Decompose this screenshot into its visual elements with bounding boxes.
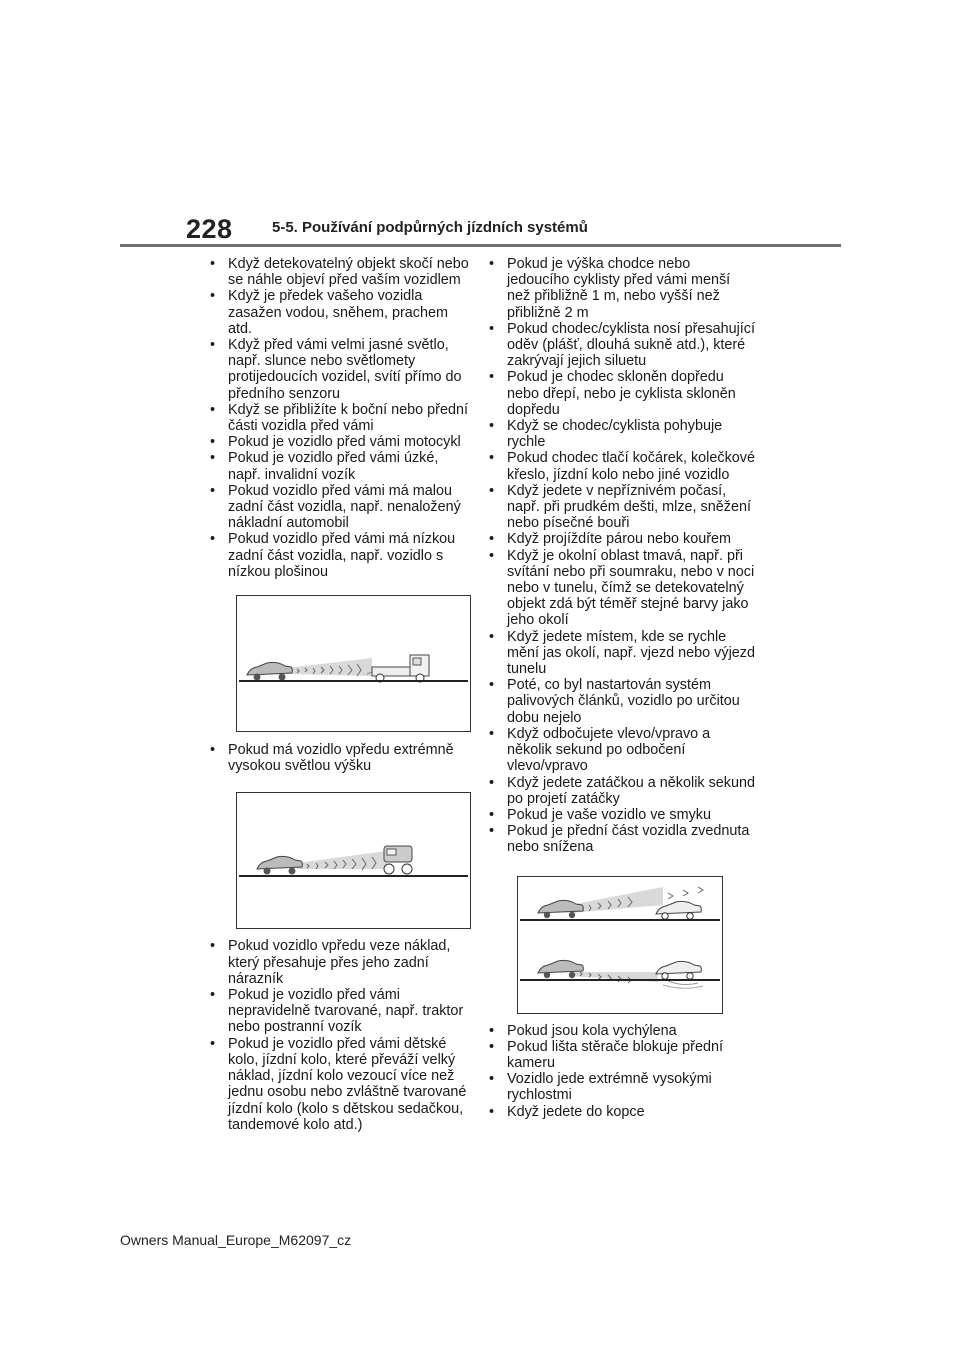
list-item: • Pokud je přední část vozidla zvednuta nebo snížena bbox=[488, 823, 755, 855]
list-item: • Vozidlo jede extrémně vysokými rychlostmi bbox=[488, 1071, 755, 1103]
list-item: • Pokud chodec/cyklista nosí přesahující oděv (plášť, dlouhá sukně atd.), které zakrývají jejich siluetu bbox=[488, 321, 755, 370]
list-item: • Pokud je vozidlo před vámi úzké, např. invalidní vozík bbox=[209, 450, 471, 482]
list-item: • Pokud má vozidlo vpředu extrémně vysokou světlou výšku bbox=[209, 742, 471, 774]
right-list-1 bbox=[488, 256, 755, 856]
list-item: • Když projíždíte párou nebo kouřem bbox=[488, 531, 755, 547]
right-column bbox=[488, 256, 755, 1120]
list-item: • Pokud je vozidlo před vámi nepravidelně tvarované, např. traktor nebo postranní vozík bbox=[209, 987, 471, 1036]
list-item: • Pokud je chodec skloněn dopředu nebo dřepí, nebo je cyklista skloněn dopředu bbox=[488, 369, 755, 418]
list-item: • Pokud vozidlo před vámi má malou zadní část vozidla, např. nenaložený nákladní automobil bbox=[209, 483, 471, 532]
list-item: • Pokud lišta stěrače blokuje přední kameru bbox=[488, 1039, 755, 1071]
list-item: • Když je okolní oblast tmavá, např. při svítání nebo při soumraku, nebo v noci nebo v tunelu, čímž se detekovatelný objekt zdá být téměř stejné barvy jako jeho okolí bbox=[488, 548, 755, 629]
left-list-3 bbox=[209, 938, 471, 1132]
list-item: • Pokud je vaše vozidlo ve smyku bbox=[488, 807, 755, 823]
list-item: • Když detekovatelný objekt skočí nebo se náhle objeví před vaším vozidlem bbox=[209, 256, 471, 288]
list-item: • Když před vámi velmi jasné světlo, např. slunce nebo světlomety protijedoucích vozidel, svítí přímo do předního senzoru bbox=[209, 337, 471, 402]
list-item: • Když se chodec/cyklista pohybuje rychle bbox=[488, 418, 755, 450]
list-item: • Když jedete zatáčkou a několik sekund po projetí zatáčky bbox=[488, 775, 755, 807]
left-list-2 bbox=[209, 742, 471, 774]
list-item: • Když odbočujete vlevo/vpravo a několik sekund po odbočení vlevo/vpravo bbox=[488, 726, 755, 775]
list-item: • Když jedete v nepříznivém počasí, např. při prudkém dešti, mlze, sněžení nebo písečné bouři bbox=[488, 483, 755, 532]
list-item: • Když jedete místem, kde se rychle mění jas okolí, např. vjezd nebo výjezd tunelu bbox=[488, 629, 755, 678]
list-item: • Pokud je vozidlo před vámi motocykl bbox=[209, 434, 471, 450]
illustration-low-platform-truck bbox=[236, 595, 471, 732]
left-column bbox=[209, 256, 471, 1133]
right-list-2 bbox=[488, 1023, 755, 1120]
list-item: • Pokud jsou kola vychýlena bbox=[488, 1023, 755, 1039]
list-item: • Když se přibližíte k boční nebo přední části vozidla před vámi bbox=[209, 402, 471, 434]
header-rule bbox=[120, 244, 841, 247]
high-clearance-vehicle-drawing bbox=[237, 793, 470, 928]
left-list-1 bbox=[209, 256, 471, 580]
illustration-vehicle-pitch bbox=[517, 876, 723, 1014]
page-number: 228 bbox=[186, 214, 233, 244]
page-header bbox=[0, 0, 960, 250]
list-item: • Pokud vozidlo před vámi má nízkou zadní část vozidla, např. vozidlo s nízkou plošinou bbox=[209, 531, 471, 580]
footer-document-id: Owners Manual_Europe_M62097_cz bbox=[120, 1232, 352, 1248]
section-title: 5-5. Používání podpůrných jízdních systémů bbox=[272, 219, 588, 236]
list-item: • Pokud chodec tlačí kočárek, kolečkové křeslo, jízdní kolo nebo jiné vozidlo bbox=[488, 450, 755, 482]
list-item: • Když jedete do kopce bbox=[488, 1104, 755, 1120]
list-item: • Poté, co byl nastartován systém palivových článků, vozidlo po určitou dobu nejelo bbox=[488, 677, 755, 726]
list-item: • Když je předek vašeho vozidla zasažen vodou, sněhem, prachem atd. bbox=[209, 288, 471, 337]
list-item: • Pokud je vozidlo před vámi dětské kolo, jízdní kolo, které převáží velký náklad, jízdní kolo vezoucí více než jednu osobu nebo zvláštně tvarované jízdní kolo (kolo s dětskou sedačkou, tandemové kolo atd.) bbox=[209, 1036, 471, 1133]
vehicle-pitch-drawing bbox=[518, 877, 722, 1013]
low-platform-truck-drawing bbox=[237, 596, 470, 731]
illustration-high-clearance-vehicle bbox=[236, 792, 471, 929]
list-item: • Pokud je výška chodce nebo jedoucího cyklisty před vámi menší než přibližně 1 m, nebo vyšší než přibližně 2 m bbox=[488, 256, 755, 321]
list-item: • Pokud vozidlo vpředu veze náklad, který přesahuje přes jeho zadní nárazník bbox=[209, 938, 471, 987]
